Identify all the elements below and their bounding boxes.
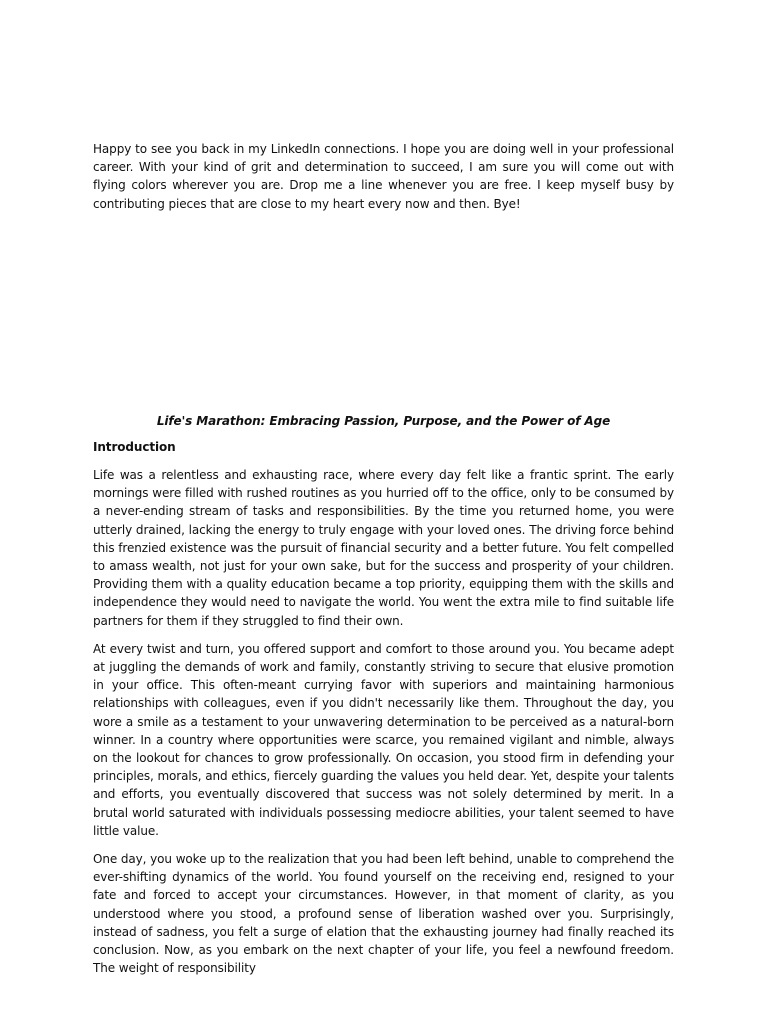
section-heading-introduction: Introduction — [93, 440, 176, 454]
article-paragraph: Life was a relentless and exhausting race, where every day felt like a frantic sprint. The early mornings were filled with rushed routines as you hurried off to the office, only to be consumed by a never-ending stream of tasks and responsibilities. By the time you returned home, you were utterly drained, lacking the energy to truly engage with your loved ones. The driving force behind this frenzied existence was the pursuit of financial security and a better future. You felt compelled to amass wealth, not just for your own sake, but for the success and prosperity of your children. Providing them with a quality education became a top priority, equipping them with the skills and independence they would need to navigate the world. You went the extra mile to find suitable life partners for them if they struggled to find their own. — [93, 468, 674, 628]
intro-note — [93, 140, 674, 213]
article-paragraph: One day, you woke up to the realization that you had been left behind, unable to comprehend the ever-shifting dynamics of the world. You found yourself on the receiving end, resigned to your fate and forced to accept your circumstances. However, in that moment of clarity, as you understood where you stood, a profound sense of liberation washed over you. Surprisingly, instead of sadness, you felt a surge of elation that the exhausting journey had finally reached its conclusion. Now, as you embark on the next chapter of your life, you feel a newfound freedom. The weight of responsibility — [93, 852, 674, 976]
article-paragraph: At every twist and turn, you offered support and comfort to those around you. You became adept at juggling the demands of work and family, constantly striving to secure that elusive promotion in your office. This often-meant currying favor with superiors and maintaining harmonious relationships with colleagues, even if you didn't necessarily like them. Throughout the day, you wore a smile as a testament to your unwavering determination to be perceived as a natural-born winner. In a country where opportunities were scarce, you remained vigilant and nimble, always on the lookout for chances to grow professionally. On occasion, you stood firm in defending your principles, morals, and ethics, fiercely guarding the values you held dear. Yet, despite your talents and efforts, you eventually discovered that success was not solely determined by merit. In a brutal world saturated with individuals possessing mediocre abilities, your talent seemed to have little value. — [93, 641, 674, 838]
intro-note-text: Happy to see you back in my LinkedIn connections. I hope you are doing well in your professional career. With your kind of grit and determination to succeed, I am sure you will come out with flying colors wherever you are. Drop me a line whenever you are free. I keep myself busy by contributing pieces that are close to my heart every now and then. Bye! — [93, 142, 674, 211]
article — [93, 412, 674, 977]
article-title: Life's Marathon: Embracing Passion, Purpose, and the Power of Age — [156, 414, 611, 428]
